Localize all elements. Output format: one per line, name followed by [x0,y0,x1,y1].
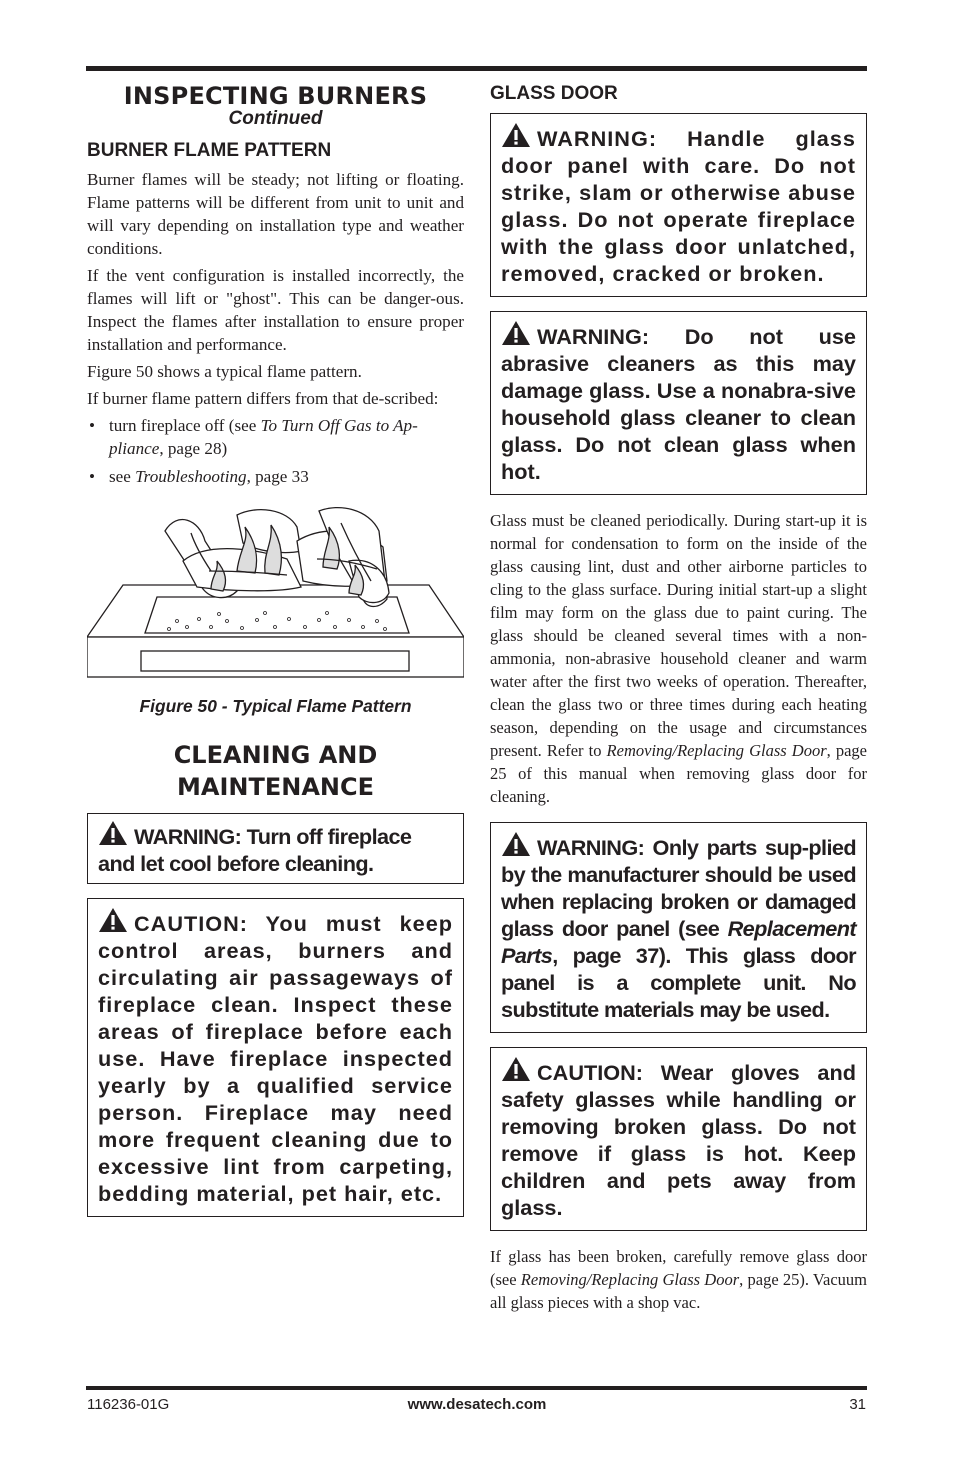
list-item: • turn fireplace off (see To Turn Off Gas to Ap-pliance, page 28) [87,414,464,460]
continued-label: Continued [228,108,323,129]
paragraph: If burner flame pattern differs from that de-scribed: [87,389,439,408]
warning-triangle-icon [501,1056,531,1082]
paragraph: If the vent configuration is installed incorrectly, the flames will lift or "ghost". This can be danger-ous. Inspect the flames after installation to ensure proper installation and performance. [87,266,464,354]
section-heading-cleaning-maintenance: CLEANING AND MAINTENANCE [173,741,378,801]
figure-caption: Figure 50 - Typical Flame Pattern [139,696,412,716]
caution-box: CAUTION: Wear gloves and safety glasses while handling or removing broken glass. Do not remove if glass is hot. Keep children and pets away from glass. [490,1047,867,1231]
part-number: 116236-01G [87,1396,170,1413]
cross-reference: Removing/Replacing Glass Door [606,741,827,760]
right-column [490,71,867,1328]
list-item: • see Troubleshooting, page 33 [87,465,464,488]
warning-triangle-icon [501,122,531,148]
warning-triangle-icon [98,820,128,846]
subheading-burner-flame-pattern: BURNER FLAME PATTERN [87,140,332,161]
caution-box: CAUTION: You must keep control areas, burners and circulating air passageways of fireplace clean. Inspect these areas of fireplace before each use. Have fireplace inspected yearly by a qualified service person. Fireplace may need more frequent cleaning due to excessive lint from carpeting, bedding material, pet hair, etc. [87,898,464,1217]
warning-box: WARNING: Turn off fireplace and let cool before cleaning. [87,813,464,884]
warning-box: WARNING: Do not use abrasive cleaners as this may damage glass. Use a nonabra-sive household glass cleaner to clean glass. Do not clean glass when hot. [490,311,867,495]
paragraph: Figure 50 shows a typical flame pattern. [87,362,362,381]
warning-triangle-icon [501,320,531,346]
paragraph: Glass must be cleaned periodically. During start-up it is normal for condensation to form on the inside of the glass causing lint, dust and other airborne particles to cling to the glass surface. During initial start-up a slight film may form on the glass due to paint curing. The glass should be cleaned several times with a non-ammonia, non-abrasive household cleaner and warm water after the first two weeks of operation. Thereafter, clean the glass two or three times during each heating season, depending on the usage and circumstances present. Refer to Removing/Replacing Glass Door, page 25 of this manual when removing glass door for cleaning. [490,511,867,806]
cross-reference: Removing/Replacing Glass Door [520,1270,740,1289]
warning-triangle-icon [501,831,531,857]
left-column [87,71,464,1231]
bottom-rule [86,1386,867,1390]
paragraph: Burner flames will be steady; not lifting or floating. Flame patterns will be different from unit to unit and will vary depending on installation type and weather conditions. [87,170,464,258]
cross-reference: Troubleshooting [135,467,247,486]
cross-reference: To Turn Off Gas to Ap-pliance [109,416,418,458]
bullet-list [87,414,464,488]
warning-triangle-icon [98,907,128,933]
subheading-glass-door: GLASS DOOR [490,83,618,104]
paragraph: If glass has been broken, carefully remove glass door (see Removing/Replacing Glass Door, page 25). Vacuum all glass pieces with a shop vac. [490,1247,867,1312]
flame-pattern-figure [87,501,464,679]
warning-box: WARNING: Only parts sup-plied by the manufacturer should be used when replacing broken or damaged glass door panel (see Replacement Parts, page 37). This glass door panel is a complete unit. No substitute materials may be used. [490,822,867,1033]
cross-reference: Replacement Parts [501,916,856,968]
warning-box: WARNING: Handle glass door panel with care. Do not strike, slam or otherwise abuse glass. Do not operate fireplace with the glass door unlatched, removed, cracked or broken. [490,113,867,297]
page-number: 31 [849,1396,866,1413]
website-link[interactable]: www.desatech.com [407,1396,547,1413]
section-heading-inspecting-burners: INSPECTING BURNERS [123,82,428,110]
